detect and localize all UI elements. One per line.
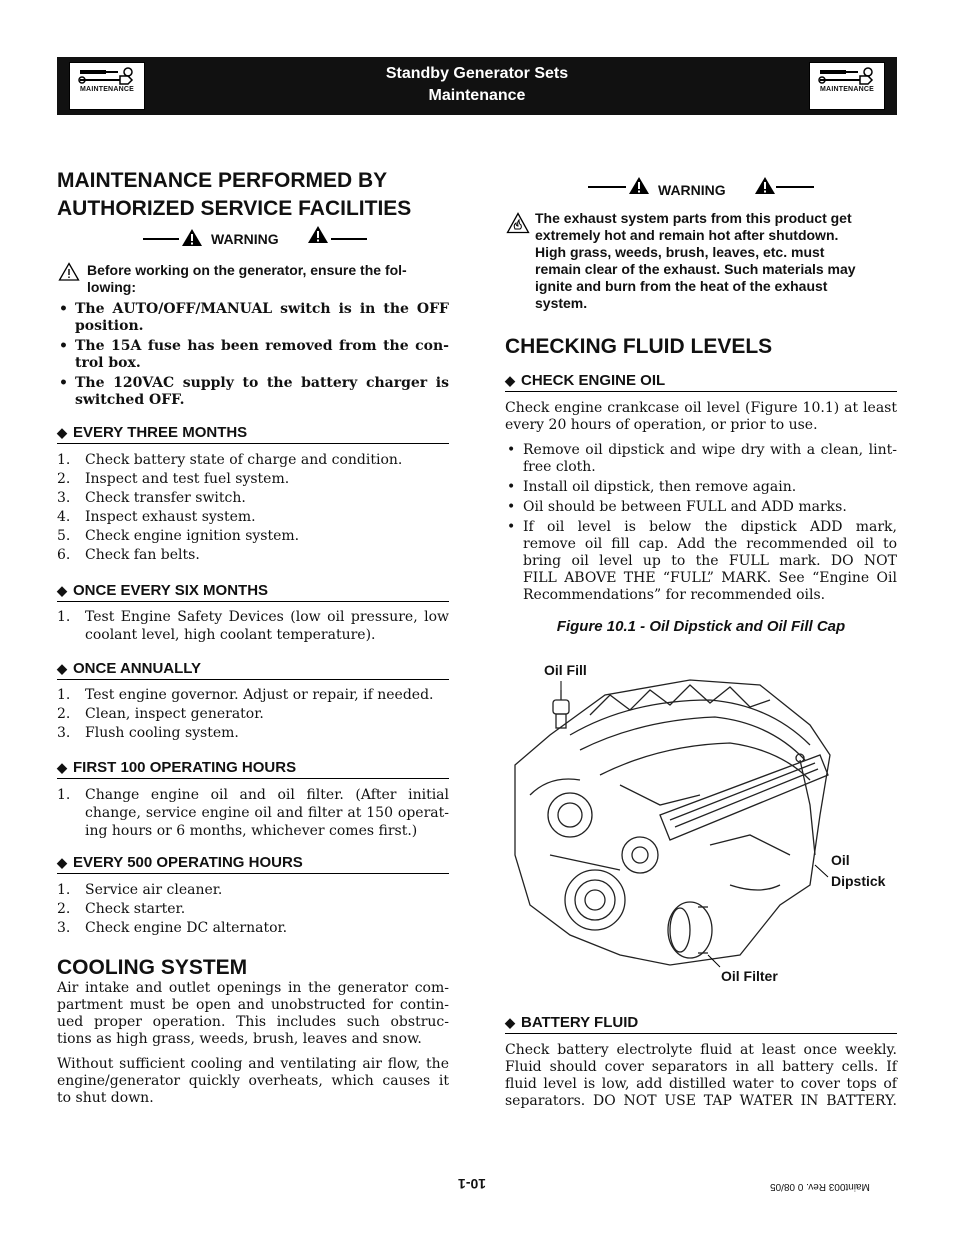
subheading-every-500: ◆ EVERY 500 OPERATING HOURS	[57, 854, 449, 874]
warning-intro	[87, 262, 449, 296]
warning-label: WARNING	[658, 182, 726, 198]
list-item: 5. Check engine ignition system.	[57, 528, 300, 544]
callout-oil-filter: Oil Filter	[721, 968, 778, 984]
list-item: • Oil should be between FULL and ADD marks.	[507, 499, 847, 515]
warning-intro-line: lowing:	[87, 279, 136, 295]
check-oil-intro: Check engine crankcase oil level (Figure 10.1) at least every 20 hours of operation, or prior to use.	[505, 400, 897, 433]
diamond-icon: ◆	[505, 373, 515, 388]
list-item: 3. Flush cooling system.	[57, 725, 239, 741]
warning-label: WARNING	[211, 231, 279, 247]
cooling-paragraph-2: Without sufficient cooling and ventilating air flow, the engine/generator quickly overheats, which causes it to shut down.	[57, 1056, 449, 1106]
annually-list	[57, 686, 449, 743]
engine-illustration	[510, 655, 860, 975]
header-title-line1: Standby Generator Sets	[385, 65, 569, 82]
maintenance-badge-right	[809, 62, 885, 110]
warning-bullets	[57, 301, 449, 412]
page-header	[57, 57, 897, 115]
exhaust-warning-text: The exhaust system parts from this product get extremely hot and remain hot after shutdown. High grass, weeds, brush, leaves, etc. must remain clear of the exhaust. Such materials may ignite and burn from the heat of the exhaust system.	[535, 210, 856, 311]
diamond-icon: ◆	[505, 1015, 515, 1030]
diamond-icon: ◆	[57, 425, 67, 440]
subheading-battery-fluid: ◆ BATTERY FLUID	[505, 1014, 897, 1034]
callout-oil-dipstick: Oil Dipstick	[831, 852, 886, 889]
subheading-check-engine-oil: ◆ CHECK ENGINE OIL	[505, 372, 897, 392]
three-months-list	[57, 451, 449, 565]
warning-triangle-icon	[628, 176, 650, 195]
checking-fluid-levels-heading: CHECKING FLUID LEVELS	[505, 335, 773, 358]
battery-paragraph: Check battery electrolyte fluid at least once weekly. Fluid should cover separators in all battery cells. If fluid level is low, add distilled water to cover tops of separators. DO NOT USE TAP WATER IN BATTERY.	[505, 1042, 897, 1109]
diamond-icon: ◆	[57, 760, 67, 775]
badge-label: MAINTENANCE	[820, 86, 874, 93]
left-heading	[57, 167, 449, 223]
six-months-list	[57, 608, 449, 644]
section-heading-line2: AUTHORIZED SERVICE FACILITIES	[57, 197, 412, 220]
diamond-icon: ◆	[57, 855, 67, 870]
subheading-six-months: ◆ ONCE EVERY SIX MONTHS	[57, 582, 449, 602]
cooling-system-heading: COOLING SYSTEM	[57, 956, 248, 979]
header-title-line2: Maintenance	[428, 87, 526, 104]
list-item: 2. Check starter.	[57, 901, 186, 917]
tools-icon	[818, 67, 878, 85]
list-item: 1. Test Engine Safety Devices (low oil pressure, low coolant level, high coolant temperature).	[57, 609, 449, 643]
diamond-icon: ◆	[57, 583, 67, 598]
list-item: • Remove oil dipstick and wipe dry with a clean, lint- free cloth.	[507, 442, 897, 475]
list-item: 1. Check battery state of charge and condition.	[57, 452, 403, 468]
check-oil-bullets	[505, 442, 897, 604]
badge-label: MAINTENANCE	[80, 86, 134, 93]
hot-surface-warning-icon	[506, 212, 530, 234]
warning-triangle-icon	[754, 176, 776, 195]
subheading-three-months: ◆ EVERY THREE MONTHS	[57, 424, 449, 444]
warning-banner-right	[588, 176, 814, 198]
list-item: 2. Inspect and test fuel system.	[57, 471, 290, 487]
caution-triangle-icon	[58, 262, 80, 281]
header-title	[57, 63, 897, 107]
warning-triangle-icon	[181, 228, 203, 247]
list-item: 6. Check fan belts.	[57, 547, 200, 563]
first-100-list	[57, 786, 449, 840]
cooling-heading	[57, 954, 449, 982]
list-item: • The AUTO/OFF/MANUAL switch is in the OFF position.	[59, 301, 449, 334]
cooling-paragraph-1: Air intake and outlet openings in the generator com- partment must be open and unobstructed for contin- ued proper operation. This includes such obstruc- tions as high grass, weeds, brush, leaves and snow.	[57, 980, 449, 1047]
list-item: • The 15A fuse has been removed from the con- trol box.	[59, 338, 449, 371]
list-item: 1. Change engine oil and oil filter. (After initial change, service engine oil and filter at 150 operat- ing hours or 6 months, whichever comes first.)	[57, 787, 449, 839]
subheading-first-100: ◆ FIRST 100 OPERATING HOURS	[57, 759, 449, 779]
warning-intro-line: Before working on the generator, ensure the fol-	[87, 262, 407, 278]
list-item: 4. Inspect exhaust system.	[57, 509, 256, 525]
list-item: 1. Service air cleaner.	[57, 882, 223, 898]
revision-code: Maint003 Rev. 0 08/05	[770, 1181, 870, 1192]
figure-caption: Figure 10.1 - Oil Dipstick and Oil Fill Cap	[556, 618, 846, 635]
list-item: • The 120VAC supply to the battery charger is switched OFF.	[59, 375, 449, 408]
section-heading-line1: MAINTENANCE PERFORMED BY	[57, 169, 388, 192]
list-item: 1. Test engine governor. Adjust or repair, if needed.	[57, 687, 434, 703]
list-item: 3. Check engine DC alternator.	[57, 920, 288, 936]
warning-triangle-icon	[307, 225, 329, 244]
callout-oil-fill: Oil Fill	[544, 662, 587, 678]
list-item: • Install oil dipstick, then remove again.	[507, 479, 797, 495]
diamond-icon: ◆	[57, 661, 67, 676]
list-item: 3. Check transfer switch.	[57, 490, 246, 506]
list-item: • If oil level is below the dipstick ADD mark, remove oil fill cap. Add the recommended oil to bring oil level up to the FULL mark. DO NOT FILL ABOVE THE “FULL” MARK. See “Engine Oil Recommendations” for recommended oils.	[507, 519, 897, 603]
every-500-list	[57, 881, 449, 938]
page-number: 10-1	[458, 1176, 487, 1192]
fluid-levels-heading	[505, 333, 897, 361]
list-item: 2. Clean, inspect generator.	[57, 706, 264, 722]
subheading-annually: ◆ ONCE ANNUALLY	[57, 660, 449, 680]
warning-banner-left	[143, 228, 367, 250]
